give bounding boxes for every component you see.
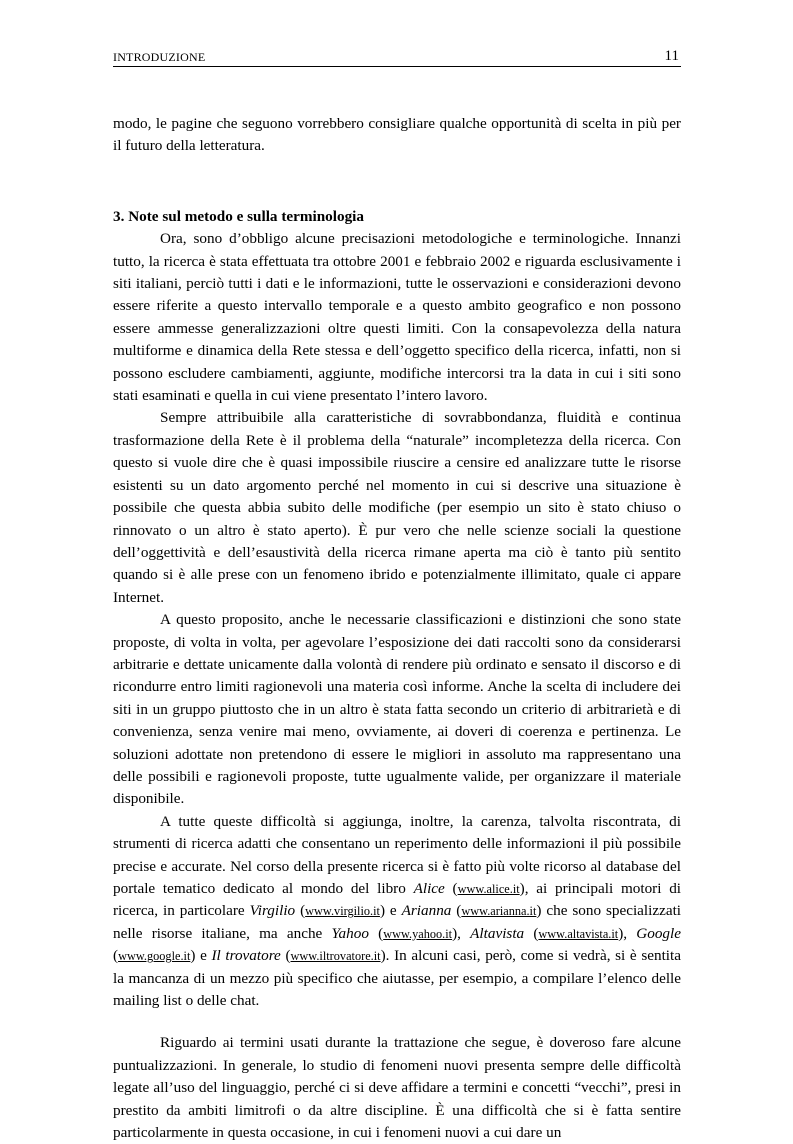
running-head: INTRODUZIONE: [113, 50, 206, 64]
link-arianna[interactable]: www.arianna.it: [461, 904, 537, 919]
paragraph-1: Ora, sono d’obbligo alcune precisazioni metodologiche e terminologiche. Innanzi tutto, la ricerca è stata effettuata tra ottobre 2001 e febbraio 2002 e riguarda esclusivamente i siti italiani, perciò tutti i dati e le informazioni, tutte le osservazioni e considerazioni devono essere riferite a questo intervallo temporale e a questo ambito geografico e non possono essere ammesse generalizzazioni oltre questi limiti. Con la consapevolezza della natura multiforme e dinamica della Rete stessa e dell’oggetto specifico della ricerca, infatti, non si possono escludere cambiamenti, aggiunte, modifiche intercorsi tra la data in cui i siti sono stati esaminati e quella in cui viene presentato l’intero lavoro.: [113, 230, 681, 405]
paragraph-4: A tutte queste difficoltà si aggiunga, inoltre, la carenza, talvolta riscontrata, di strumenti di ricerca adatti che consentano un reperimento delle informazioni il più possibile precise e accurate. Nel corso della presente ricerca si è fatto più volte ricorso al database del portale tematico dedicato al mondo del libro Alice (www.alice.it), ai principali motori di ricerca, in particolare Virgilio (www.virgilio.it) e Arianna (www.arianna.it) che sono specializzati nelle risorse italiane, ma anche Yahoo (www.yahoo.it), Altavista (www.altavista.it), Google (www.google.it) e Il trovatore (www.iltrovatore.it). In alcuni casi, però, come si vedrà, si è sentita la mancanza di un mezzo più specifico che aiutasse, per esempio, a compilare l’elenco delle mailing list o delle chat.: [113, 812, 682, 1010]
page-number: 11: [664, 48, 679, 64]
yahoo-name: Yahoo: [331, 924, 369, 942]
paragraph-2: Sempre attribuibile alla caratteristiche di sovrabbondanza, fluidità e continua trasformazione della Rete è il problema della “naturale” incompletezza della ricerca. Con questo si vuole dire che è quasi impossibile riuscire a censire ed analizzare tutte le risorse esistenti su un dato argomento perché nel momento in cui si descrive una situazione è possibile che questa abbia subito delle modifiche (per esempio un sito è stato chiuso o rinnovato o un altro è stato aperto). È pur vero che nelle scienze sociali la questione dell’oggettività e dell’esaustività della ricerca rimane aperta ma ciò è tanto più sentito quando si è alle prese con un fenomeno ibrido e potenzialmente illimitato, quale ci appare Internet.: [113, 409, 681, 606]
page-header: [113, 48, 681, 67]
link-iltrovatore[interactable]: www.iltrovatore.it: [290, 949, 381, 964]
link-google[interactable]: www.google.it: [118, 949, 191, 964]
link-alice[interactable]: www.alice.it: [457, 882, 520, 896]
altavista-name: Altavista: [470, 924, 525, 942]
page-body: [113, 113, 681, 1144]
arianna-name: Arianna: [401, 902, 452, 920]
section-heading: 3. Note sul metodo e sulla terminologia: [113, 207, 364, 225]
trovatore-name: Il trovatore: [211, 947, 281, 965]
link-altavista[interactable]: www.altavista.it: [538, 926, 619, 941]
link-yahoo[interactable]: www.yahoo.it: [383, 926, 453, 941]
intro-continuation: modo, le pagine che seguono vorrebbero consigliare qualche opportunità di scelta in più per il futuro della letteratura.: [113, 115, 681, 155]
paragraph-5: Riguardo ai termini usati durante la trattazione che segue, è doveroso fare alcune puntualizzazioni. In generale, lo studio di fenomeni nuovi presenta sempre delle difficoltà legate all’uso del linguaggio, perché ci si deve affidare a termini e concetti “vecchi”, presi in prestito da ambiti limitrofi o da altre discipline. È una difficoltà che si è fatta sentire particolarmente in questa occasione, in cui i fenomeni nuovi a cui dare un: [113, 1034, 681, 1142]
paragraph-3: A questo proposito, anche le necessarie classificazioni e distinzioni che sono state proposte, di volta in volta, per agevolare l’esposizione dei dati raccolti sono da considerarsi arbitrarie e dettate unicamente dalla volontà di rendere più ordinato e sensato il discorso e di ricondurre entro limiti ragionevoli una materia così informe. Anche la scelta di includere dei siti in un gruppo piuttosto che in un altro è stata fatta secondo un criterio di arbitrarietà e di convenienza, senza venire mai meno, ovviamente, ai doveri di coerenza e pertinenza. Le soluzioni adottate non pretendono di essere le migliori in assoluto ma rappresentano una delle possibili e ragionevoli proposte, tutte ugualmente valide, per organizzare il materiale disponibile.: [113, 611, 681, 808]
virgilio-name: Virgilio: [249, 902, 296, 920]
google-name: Google: [636, 924, 681, 942]
link-virgilio[interactable]: www.virgilio.it: [305, 904, 380, 919]
alice-name: Alice: [413, 880, 445, 897]
